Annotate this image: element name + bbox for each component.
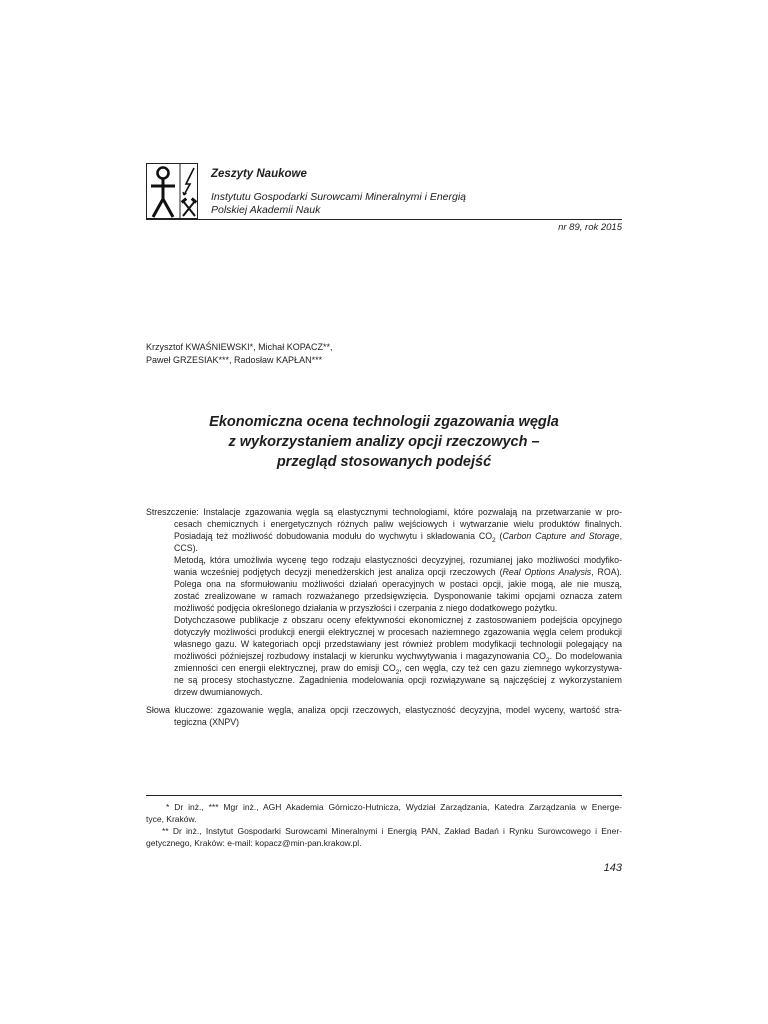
institute-name-line2: Polskiej Akademii Nauk [211, 204, 321, 216]
keywords-line: tegiczna (XNPV) [174, 717, 240, 727]
abstract-line: ne są procesy stochastyczne. Zagadnienia modelowania opcji rozwiązywane są najczęściej z wykorzystaniem [174, 675, 622, 685]
article-title-line1: Ekonomiczna ocena technologii zgazowania węgla [209, 414, 559, 430]
abstract-line: Posiadają też możliwość dobudowania modułu do wychwytu i składowania $CO_2$ (Carbon Capture and Storage, [174, 531, 623, 544]
abstract-line: drzew dwumianowych. [174, 687, 263, 697]
logo-mark-icon [147, 164, 199, 220]
journal-name: Zeszyty Naukowe [211, 168, 307, 180]
abstract-line: wania wcześniej podjętych decyzji menedżerskich jest analiza opcji rzeczowych (Real Options Analysis, ROA). [174, 567, 622, 577]
footnote-rule [146, 795, 622, 796]
abstract-line: zmienności cen energii elektrycznej, praw do emisji $CO_2$, cen węgla, czy też cen gazu ziemnego wykorzystywa- [174, 663, 623, 676]
abstract-line: Streszczenie: Instalacje zgazowania węgla są elastycznymi technologiami, które pozwalają na przetwarzanie w pro- [146, 507, 622, 517]
abstract-line: Polega ona na sformułowaniu możliwości działań operacyjnych w postaci opcji, jakie mogą, ale nie muszą, [174, 579, 622, 589]
abstract-line: możliwość podjęcia określonego działania w przyszłości i czerpania z niego dodatkowego pożytku. [174, 603, 558, 613]
footnote-line: getycznego, Kraków: e-mail: kopacz@min-pan.krakow.pl. [146, 838, 362, 848]
keywords-line: Słowa kluczowe: zgazowanie węgla, analiza opcji rzeczowych, elastyczność decyzyjna, model wyceny, wartość stra- [146, 705, 622, 715]
footnote-line: ** Dr inż., Instytut Gospodarki Surowcami Mineralnymi i Energią PAN, Zakład Badań i Rynku Surowcowego i Ener- [162, 826, 622, 836]
institute-logo [146, 163, 198, 219]
institute-name-line1: Instytutu Gospodarki Surowcami Mineralnymi i Energią [211, 191, 467, 203]
abstract-line: własnego gazu. W kategoriach opcji przedstawiany jest również problem modyfikacji technologii polegający na [174, 639, 622, 649]
abstract-line: zostać zrealizowane w ramach rozważanego przedsięwzięcia. Dysponowanie takimi opcjami oznacza zatem [174, 591, 622, 601]
footnote-line: * Dr inż., *** Mgr inż., AGH Akademia Górniczo-Hutnicza, Wydział Zarządzania, Katedra Zarządzania w Energe- [166, 802, 622, 812]
authors-line2: Paweł GRZESIAK***, Radosław KAPŁAN*** [146, 355, 323, 365]
article-title-line3: przegląd stosowanych podejść [276, 454, 492, 470]
abstract-line: CCS). [174, 543, 198, 553]
header-rule [146, 219, 622, 220]
abstract-line: cesach chemicznych i energetycznych różnych paliw wejściowych i wytwarzanie wielu produktów finalnych. [174, 519, 622, 529]
issue-number: nr 89, rok 2015 [558, 222, 622, 233]
abstract-line: Dotychczasowe publikacje z obszaru oceny efektywności ekonomicznej z zastosowaniem podejścia opcyjnego [174, 615, 622, 625]
abstract-line: Metodą, która umożliwia wycenę tego rodzaju elastyczności decyzyjnej, rozumianej jako możliwości modyfiko- [174, 555, 622, 565]
article-title-line2: z wykorzystaniem analizy opcji rzeczowych – [228, 434, 540, 450]
abstract-line: możliwości późniejszej rozbudowy instalacji w kierunku wychwytywania i magazynowania $CO_2$. Do modelowania [174, 651, 622, 664]
authors-line1: Krzysztof KWAŚNIEWSKI*, Michał KOPACZ**, [146, 342, 333, 352]
abstract-line: dotyczyły możliwości produkcji energii elektrycznej w procesach naziemnego zgazowania węgla celem produkcji [174, 627, 622, 637]
page-number: 143 [603, 862, 622, 874]
footnote-line: tyce, Kraków. [146, 814, 197, 824]
